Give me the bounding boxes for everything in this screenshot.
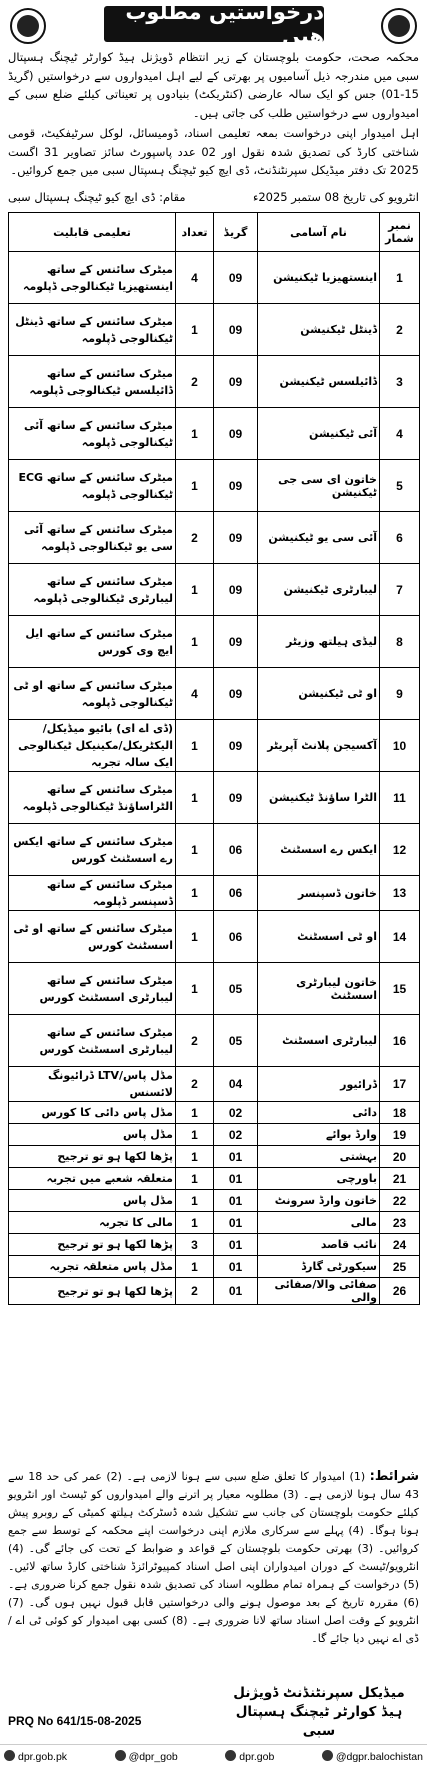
cell-sr: 17: [380, 1067, 420, 1102]
cell-post: نائب قاصد: [258, 1234, 380, 1256]
cell-post: باورچی: [258, 1168, 380, 1190]
cell-grade: 05: [214, 1015, 258, 1067]
cell-qualification: میٹرک سائنس کے ساتھ ڈینٹل ٹیکنالوجی ڈپلومہ: [9, 304, 176, 356]
cell-count: 1: [176, 772, 214, 824]
cell-sr: 9: [380, 668, 420, 720]
cell-qualification: میٹرک سائنس کے ساتھ او ٹی ٹیکنالوجی ڈپلومہ: [9, 668, 176, 720]
cell-sr: 11: [380, 772, 420, 824]
cell-post: ایکس رے اسسٹنٹ: [258, 824, 380, 876]
cell-count: 1: [176, 564, 214, 616]
cell-qualification: میٹرک سائنس کے ساتھ او ٹی اسسٹنٹ کورس: [9, 911, 176, 963]
cell-grade: 05: [214, 963, 258, 1015]
cell-count: 1: [176, 1102, 214, 1124]
table-row: [9, 616, 420, 668]
cell-qualification: میٹرک سائنس کے ساتھ ڈسپنسر ڈپلومہ: [9, 876, 176, 911]
table-row: [9, 564, 420, 616]
globe-icon: [4, 1750, 15, 1761]
cell-qualification: میٹرک سائنس کے ساتھ لیبارٹری ٹیکنالوجی ڈپلومہ: [9, 564, 176, 616]
cell-count: 1: [176, 616, 214, 668]
cell-qualification: (ڈی اے ای) بائیو میڈیکل/الیکٹریکل/مکینیکل ٹیکنالوجی ایک سالہ تجربہ: [9, 720, 176, 772]
header-count: تعداد: [176, 213, 214, 252]
cell-post: خاتون ای سی جی ٹیکنیشن: [258, 460, 380, 512]
cell-grade: 06: [214, 876, 258, 911]
cell-post: لیبارٹری ٹیکنیشن: [258, 564, 380, 616]
cell-sr: 21: [380, 1168, 420, 1190]
website-text: dpr.gob.pk: [18, 1751, 68, 1763]
cell-qualification: میٹرک سائنس کے ساتھ ایل ایچ وی کورس: [9, 616, 176, 668]
facebook-link[interactable]: [225, 1750, 274, 1763]
instagram-icon: [322, 1750, 333, 1761]
cell-count: 2: [176, 1067, 214, 1102]
interview-venue: مقام: ڈی ایچ کیو ٹیچنگ ہسپتال سبی: [8, 190, 186, 204]
cell-grade: 09: [214, 252, 258, 304]
cell-grade: 09: [214, 616, 258, 668]
facebook-text: dpr.gob: [239, 1751, 275, 1763]
table-body: [9, 252, 420, 1305]
cell-count: 1: [176, 963, 214, 1015]
cell-count: 1: [176, 304, 214, 356]
hospital-logo-icon: [10, 8, 46, 44]
cell-count: 4: [176, 252, 214, 304]
cell-qualification: میٹرک سائنس کے ساتھ الٹراساؤنڈ ٹیکنالوجی ڈپلومہ: [9, 772, 176, 824]
cell-post: ڈرائیور: [258, 1067, 380, 1102]
cell-post: مالی: [258, 1212, 380, 1234]
cell-count: 1: [176, 1168, 214, 1190]
cell-post: لیڈی ہیلتھ وزیٹر: [258, 616, 380, 668]
cell-post: سیکورٹی گارڈ: [258, 1256, 380, 1278]
cell-count: 1: [176, 460, 214, 512]
cell-sr: 16: [380, 1015, 420, 1067]
cell-count: 1: [176, 1190, 214, 1212]
cell-post: بہشتی: [258, 1146, 380, 1168]
cell-qualification: مڈل پاس: [9, 1124, 176, 1146]
cell-grade: 06: [214, 824, 258, 876]
cell-qualification: میٹرک سائنس کے ساتھ لیبارٹری اسسٹنٹ کورس: [9, 963, 176, 1015]
cell-grade: 09: [214, 304, 258, 356]
cell-qualification: میٹرک سائنس کے ساتھ آئی ٹیکنالوجی ڈپلومہ: [9, 408, 176, 460]
cell-grade: 01: [214, 1234, 258, 1256]
intro-paragraph-1: محکمہ صحت، حکومت بلوچستان کے زیر انتظام ڈویژنل ہیڈ کوارٹر ٹیچنگ ہسپتال سبی میں مندرجہ ذیل آسامیوں پر بھرتی کے لیے اہل امیدواروں سے درخواستیں (گریڈ 15-01) جس کو ایک سالہ عارضی (کنٹریکٹ) بنیادوں پر تعیناتی کیلئے ضلع سبی کے امیدواروں سے درخواستیں طلب کی جاتی ہیں۔: [8, 50, 419, 120]
table-row: [9, 772, 420, 824]
cell-post: وارڈ بوائے: [258, 1124, 380, 1146]
cell-sr: 7: [380, 564, 420, 616]
table-row: [9, 1212, 420, 1234]
cell-grade: 09: [214, 564, 258, 616]
table-row: [9, 1168, 420, 1190]
table-row: [9, 1124, 420, 1146]
cell-count: 1: [176, 911, 214, 963]
cell-post: صفائی والا/صفائی والی: [258, 1278, 380, 1305]
cell-count: 2: [176, 1278, 214, 1305]
cell-sr: 25: [380, 1256, 420, 1278]
cell-post: اینستھیزیا ٹیکنیشن: [258, 252, 380, 304]
cell-qualification: میٹرک سائنس کے ساتھ ECG ٹیکنالوجی ڈپلومہ: [9, 460, 176, 512]
header-post: نام آسامی: [258, 213, 380, 252]
cell-count: 1: [176, 824, 214, 876]
terms-section: [8, 1468, 419, 1648]
cell-post: او ٹی ٹیکنیشن: [258, 668, 380, 720]
cell-count: 1: [176, 1124, 214, 1146]
cell-grade: 09: [214, 512, 258, 564]
table-row: [9, 1067, 420, 1102]
cell-qualification: میٹرک سائنس کے ساتھ ایکس رے اسسٹنٹ کورس: [9, 824, 176, 876]
cell-sr: 2: [380, 304, 420, 356]
cell-sr: 10: [380, 720, 420, 772]
cell-grade: 01: [214, 1212, 258, 1234]
table-row: [9, 1015, 420, 1067]
table-row: [9, 252, 420, 304]
table-row: [9, 1102, 420, 1124]
table-row: [9, 1278, 420, 1305]
cell-qualification: مڈل پاس متعلقہ تجربہ: [9, 1256, 176, 1278]
cell-post: دائی: [258, 1102, 380, 1124]
cell-post: ڈینٹل ٹیکنیشن: [258, 304, 380, 356]
cell-count: 2: [176, 512, 214, 564]
cell-qualification: پڑھا لکھا ہو تو ترجیح: [9, 1234, 176, 1256]
cell-post: آکسیجن پلانٹ آپریٹر: [258, 720, 380, 772]
cell-grade: 01: [214, 1278, 258, 1305]
cell-sr: 13: [380, 876, 420, 911]
cell-post: لیبارٹری اسسٹنٹ: [258, 1015, 380, 1067]
posts-table: [8, 212, 420, 1305]
cell-qualification: پڑھا لکھا ہو تو ترجیح: [9, 1278, 176, 1305]
cell-count: 1: [176, 876, 214, 911]
cell-grade: 09: [214, 408, 258, 460]
cell-post: الٹرا ساؤنڈ ٹیکنیشن: [258, 772, 380, 824]
table-row: [9, 1234, 420, 1256]
instagram-link[interactable]: [322, 1750, 423, 1763]
table-row: [9, 512, 420, 564]
cell-qualification: پڑھا لکھا ہو تو ترجیح: [9, 1146, 176, 1168]
table-header-row: [9, 213, 420, 252]
table-row: [9, 460, 420, 512]
cell-grade: 09: [214, 356, 258, 408]
table-row: [9, 1256, 420, 1278]
cell-qualification: مڈل پاس دائی کا کورس: [9, 1102, 176, 1124]
cell-count: 1: [176, 1146, 214, 1168]
cell-grade: 01: [214, 1256, 258, 1278]
table-row: [9, 963, 420, 1015]
cell-grade: 09: [214, 720, 258, 772]
header-grade: گریڈ: [214, 213, 258, 252]
cell-grade: 01: [214, 1190, 258, 1212]
table-row: [9, 408, 420, 460]
office-line-1: میڈیکل سپرنٹنڈنٹ ڈویژنل: [233, 1685, 405, 1701]
twitter-icon: [115, 1750, 126, 1761]
page-title: درخواستیں مطلوب ھیں: [104, 6, 324, 42]
cell-qualification: مڈل پاس/LTV ڈرائیونگ لائسنس: [9, 1067, 176, 1102]
cell-grade: 09: [214, 668, 258, 720]
interview-date: انٹرویو کی تاریخ 08 ستمبر 2025ء: [252, 190, 419, 204]
table-row: [9, 911, 420, 963]
facebook-icon: [225, 1750, 236, 1761]
table-row: [9, 1190, 420, 1212]
government-emblem-icon: [381, 8, 417, 44]
cell-grade: 09: [214, 772, 258, 824]
header: [8, 0, 419, 48]
intro-paragraph-2: اہل امیدوار اپنی درخواست بمعہ تعلیمی اسناد، ڈومیسائل، لوکل سرٹیفکیٹ، قومی شناختی کارڈ کی تصدیق شدہ نقول اور 02 عدد پاسپورٹ سائز تصاویر 31 اگست 2025 تک دفتر میڈیکل سپرنٹنڈنٹ، ڈی ایچ کیو ٹیچنگ ہسپتال سبی میں جمع کروائیں۔: [8, 126, 419, 177]
cell-sr: 26: [380, 1278, 420, 1305]
table-row: [9, 720, 420, 772]
cell-qualification: میٹرک سائنس کے ساتھ اینستھیزیا ٹیکنالوجی ڈپلومہ: [9, 252, 176, 304]
cell-post: خاتون لیبارٹری اسسٹنٹ: [258, 963, 380, 1015]
interview-meta: [8, 188, 419, 210]
cell-grade: 06: [214, 911, 258, 963]
cell-post: آئی ٹیکنیشن: [258, 408, 380, 460]
cell-post: خاتون وارڈ سرونٹ: [258, 1190, 380, 1212]
header-sr: نمبر شمار: [380, 213, 420, 252]
cell-grade: 04: [214, 1067, 258, 1102]
cell-qualification: مڈل پاس: [9, 1190, 176, 1212]
cell-count: 1: [176, 408, 214, 460]
cell-sr: 4: [380, 408, 420, 460]
table-row: [9, 668, 420, 720]
cell-sr: 3: [380, 356, 420, 408]
cell-qualification: میٹرک سائنس کے ساتھ آئی سی یو ٹیکنالوجی ڈپلومہ: [9, 512, 176, 564]
cell-grade: 02: [214, 1124, 258, 1146]
cell-sr: 6: [380, 512, 420, 564]
cell-sr: 8: [380, 616, 420, 668]
cell-sr: 18: [380, 1102, 420, 1124]
cell-qualification: مالی کا تجربہ: [9, 1212, 176, 1234]
cell-post: او ٹی اسسٹنٹ: [258, 911, 380, 963]
cell-sr: 14: [380, 911, 420, 963]
table-row: [9, 1146, 420, 1168]
cell-qualification: میٹرک سائنس کے ساتھ لیبارٹری اسسٹنٹ کورس: [9, 1015, 176, 1067]
cell-count: 2: [176, 1015, 214, 1067]
prq-number: PRQ No 641/15-08-2025: [8, 1714, 142, 1728]
issuing-office: [219, 1684, 419, 1741]
cell-grade: 01: [214, 1146, 258, 1168]
cell-post: آئی سی یو ٹیکنیشن: [258, 512, 380, 564]
terms-heading: شرائط:: [369, 1469, 419, 1484]
instagram-text: @dgpr.balochistan: [335, 1751, 423, 1763]
header-qualification: تعلیمی قابلیت: [9, 213, 176, 252]
twitter-text: @dpr_gob: [128, 1751, 178, 1763]
terms-text: (1) امیدوار کا تعلق ضلع سبی سے ہونا لازمی ہے۔ (2) عمر کی حد 18 سے 43 سال ہونا لازمی ہے۔ (3) مطلوبہ معیار پر اترنے والے امیدواروں کو ٹیسٹ اور انٹرویو کیلئے حکومت بلوچستان کی جانب سے تشکیل شدہ ڈسٹرکٹ ہیلتھ کمیٹی کے روبرو پیش ہونا ہوگا۔ (4) پہلے سے سرکاری ملازم اپنی درخواست اپنے محکمہ کے توسط سے جمع کروائیں۔ (3) بھرتی حکومت بلوچستان کے قواعد و ضوابط کے تحت کی جائے گی۔ (4) انٹرویو/ٹیسٹ کے دوران امیدواران اپنی اصل اسناد کمپیوٹرائزڈ شناختی کارڈ ساتھ لائیں۔ (5) درخواست کے ہمراہ تمام مطلوبہ اسناد کی تصدیق شدہ نقول جمع کرنا ضروری ہے۔ (6) مقررہ تاریخ کے بعد موصول ہونے والی درخواستیں قابل قبول نہیں ہوں گی۔ (7) انٹرویو کے وقت اصل اسناد ساتھ لانا ضروری ہے۔ (8) کسی بھی امیدوار کو کوئی ٹی اے / ڈی اے نہیں دیا جائے گا۔: [8, 1470, 420, 1645]
cell-post: خاتون ڈسپنسر: [258, 876, 380, 911]
cell-grade: 09: [214, 460, 258, 512]
cell-grade: 01: [214, 1168, 258, 1190]
cell-count: 2: [176, 356, 214, 408]
cell-count: 3: [176, 1234, 214, 1256]
cell-grade: 02: [214, 1102, 258, 1124]
intro-text: [8, 48, 419, 182]
cell-sr: 23: [380, 1212, 420, 1234]
cell-sr: 19: [380, 1124, 420, 1146]
twitter-link[interactable]: [115, 1750, 178, 1763]
cell-qualification: میٹرک سائنس کے ساتھ ڈائیلسس ٹیکنالوجی ڈپلومہ: [9, 356, 176, 408]
cell-count: 1: [176, 720, 214, 772]
cell-count: 4: [176, 668, 214, 720]
cell-sr: 24: [380, 1234, 420, 1256]
office-line-2: ہیڈ کوارٹر ٹیچنگ ہسپتال سبی: [235, 1704, 403, 1739]
table-row: [9, 304, 420, 356]
cell-sr: 15: [380, 963, 420, 1015]
table-row: [9, 356, 420, 408]
cell-sr: 12: [380, 824, 420, 876]
cell-sr: 22: [380, 1190, 420, 1212]
cell-count: 1: [176, 1212, 214, 1234]
cell-sr: 1: [380, 252, 420, 304]
table-row: [9, 876, 420, 911]
table-row: [9, 824, 420, 876]
cell-post: ڈائیلسس ٹیکنیشن: [258, 356, 380, 408]
social-footer: [0, 1744, 427, 1768]
cell-sr: 5: [380, 460, 420, 512]
website-link[interactable]: [4, 1750, 67, 1763]
cell-sr: 20: [380, 1146, 420, 1168]
cell-qualification: متعلقہ شعبے میں تجربہ: [9, 1168, 176, 1190]
cell-count: 1: [176, 1256, 214, 1278]
